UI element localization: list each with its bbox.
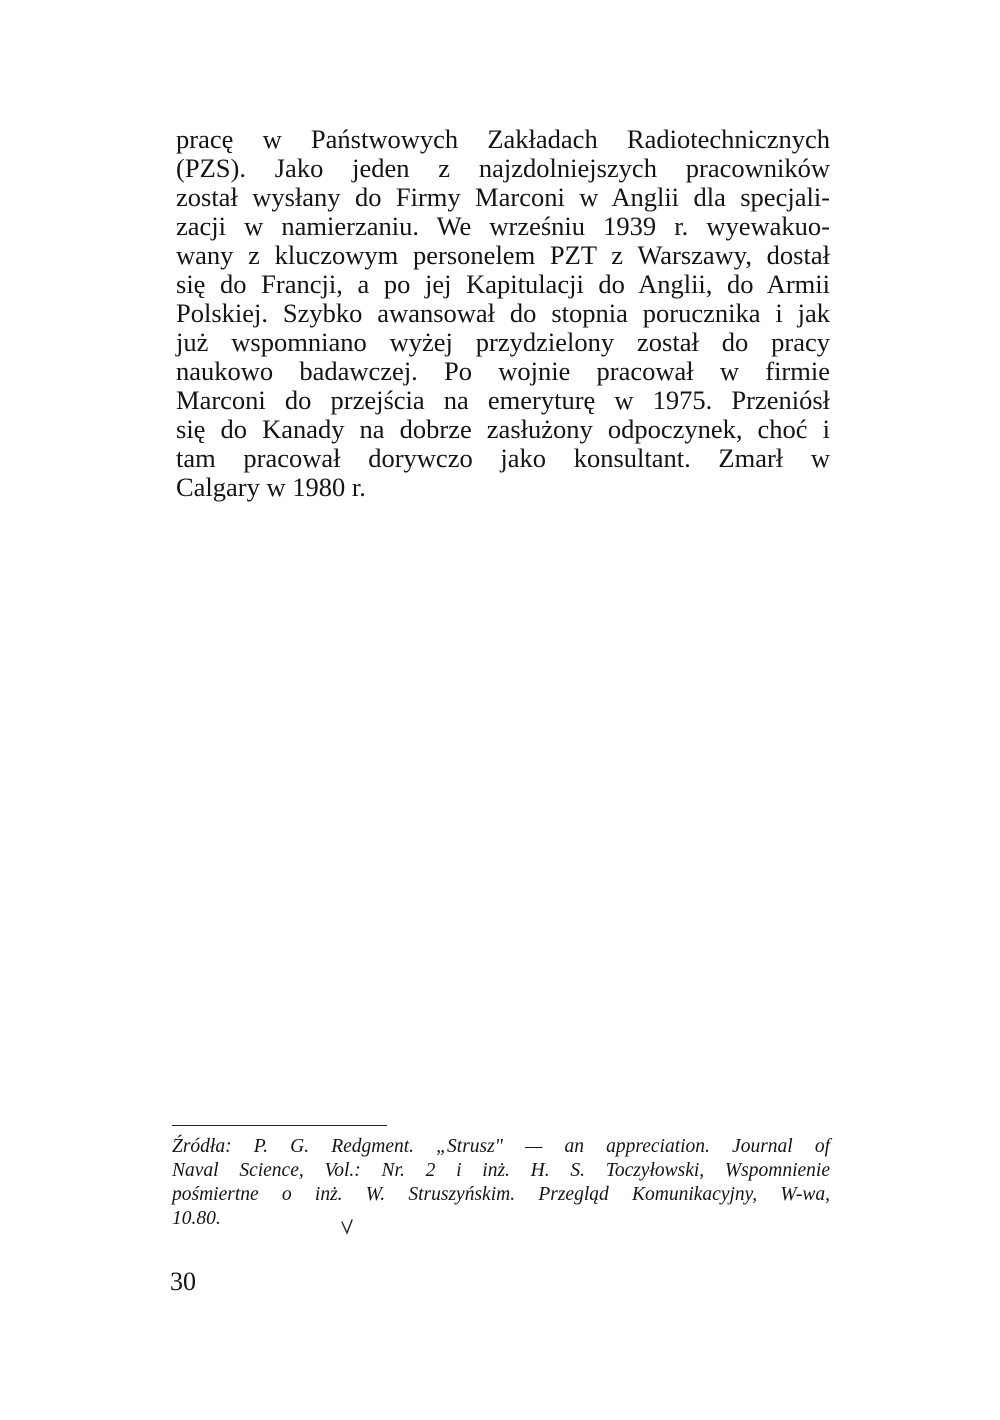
footnote-line: 10.80. <box>172 1208 221 1229</box>
footnote <box>172 1135 830 1231</box>
footnote-line: pośmiertne o inż. W. Struszyńskim. Przegląd Komunikacyjny, W-wa, <box>172 1184 830 1205</box>
body-line: wany z kluczowym personelem PZT z Warszawy, dostał <box>176 240 830 270</box>
footnote-line: Źródła: P. G. Redgment. „Strusz" — an appreciation. Journal of <box>172 1136 830 1157</box>
body-line: zacji w namierzaniu. We wrześniu 1939 r. wyewakuo- <box>176 211 830 241</box>
body-line: Marconi do przejścia na emeryturę w 1975. Przeniósł <box>176 385 830 415</box>
pen-mark-icon <box>340 1219 354 1235</box>
page-number: 30 <box>170 1267 196 1296</box>
footnote-line: Naval Science, Vol.: Nr. 2 i inż. H. S. Toczyłowski, Wspomnienie <box>172 1160 830 1181</box>
body-line: się do Francji, a po jej Kapitulacji do Anglii, do Armii <box>176 269 830 299</box>
footnote-rule <box>172 1125 387 1126</box>
body-line: Calgary w 1980 r. <box>176 472 366 502</box>
body-line: Polskiej. Szybko awansował do stopnia porucznika i jak <box>176 298 830 328</box>
body-line: już wspomniano wyżej przydzielony został do pracy <box>176 327 830 357</box>
body-line: pracę w Państwowych Zakładach Radiotechnicznych <box>176 124 830 154</box>
body-line: (PZS). Jako jeden z najzdolniejszych pracowników <box>176 153 830 183</box>
body-line: się do Kanady na dobrze zasłużony odpoczynek, choć i <box>176 414 830 444</box>
body-line: naukowo badawczej. Po wojnie pracował w firmie <box>176 356 830 386</box>
body-line: tam pracował dorywczo jako konsultant. Zmarł w <box>176 443 830 473</box>
body-line: został wysłany do Firmy Marconi w Anglii dla specjali- <box>176 182 830 212</box>
body-text <box>176 125 830 502</box>
